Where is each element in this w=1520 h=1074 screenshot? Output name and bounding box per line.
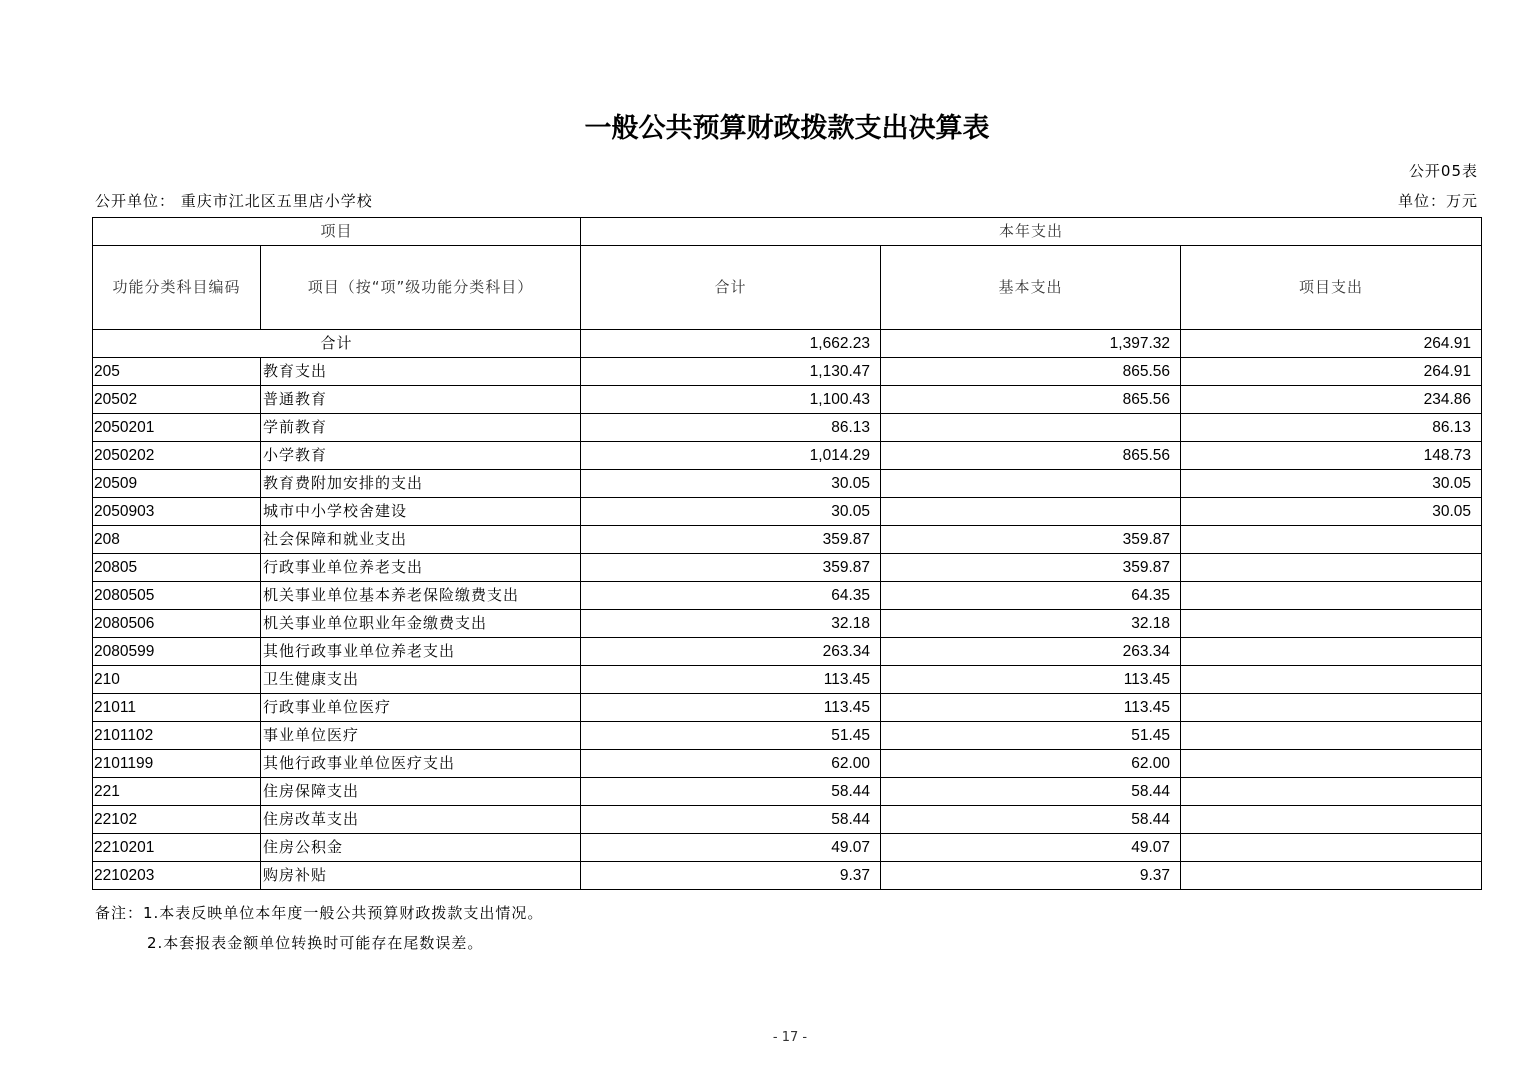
row-total: 30.05 [581, 498, 881, 526]
row-code: 210 [93, 666, 261, 694]
row-basic: 113.45 [881, 666, 1181, 694]
row-total: 113.45 [581, 666, 881, 694]
table-row [93, 638, 1482, 666]
row-basic: 359.87 [881, 554, 1181, 582]
note-line-2: 2.本套报表金额单位转换时可能存在尾数误差。 [147, 934, 484, 952]
row-basic: 865.56 [881, 386, 1181, 414]
row-total: 1,130.47 [581, 358, 881, 386]
table-row [93, 722, 1482, 750]
row-total: 1,014.29 [581, 442, 881, 470]
row-project [1181, 778, 1482, 806]
row-name: 普通教育 [261, 386, 581, 414]
unit-label: 公开单位： [95, 192, 176, 210]
row-project [1181, 666, 1482, 694]
total-label: 合计 [93, 330, 581, 358]
notes [95, 898, 543, 958]
table-row [93, 834, 1482, 862]
row-project: 234.86 [1181, 386, 1482, 414]
row-name: 事业单位医疗 [261, 722, 581, 750]
row-basic: 865.56 [881, 442, 1181, 470]
row-project [1181, 834, 1482, 862]
row-basic: 51.45 [881, 722, 1181, 750]
row-name: 行政事业单位医疗 [261, 694, 581, 722]
row-name: 城市中小学校舍建设 [261, 498, 581, 526]
row-code: 2080506 [93, 610, 261, 638]
table-row [93, 862, 1482, 890]
row-basic: 359.87 [881, 526, 1181, 554]
header-group-expenditure: 本年支出 [581, 218, 1482, 246]
row-total: 86.13 [581, 414, 881, 442]
total-total: 1,662.23 [581, 330, 881, 358]
row-name: 住房改革支出 [261, 806, 581, 834]
table-row [93, 386, 1482, 414]
row-basic [881, 414, 1181, 442]
row-name: 其他行政事业单位养老支出 [261, 638, 581, 666]
unit-info-row [95, 190, 1478, 211]
row-project [1181, 554, 1482, 582]
row-project [1181, 526, 1482, 554]
row-code: 2050903 [93, 498, 261, 526]
header-columns-row [93, 246, 1482, 330]
row-code: 2080599 [93, 638, 261, 666]
note-line-1: 备注：1.本表反映单位本年度一般公共预算财政拨款支出情况。 [95, 904, 544, 922]
row-project [1181, 750, 1482, 778]
row-total: 58.44 [581, 806, 881, 834]
row-project [1181, 694, 1482, 722]
unit-name: 重庆市江北区五里店小学校 [180, 192, 373, 210]
header-code: 功能分类科目编码 [93, 246, 261, 330]
row-basic: 113.45 [881, 694, 1181, 722]
table-row [93, 694, 1482, 722]
row-name: 教育支出 [261, 358, 581, 386]
table-row [93, 498, 1482, 526]
row-code: 2080505 [93, 582, 261, 610]
row-project: 264.91 [1181, 358, 1482, 386]
row-basic [881, 470, 1181, 498]
header-project: 项目支出 [1181, 246, 1482, 330]
row-basic: 865.56 [881, 358, 1181, 386]
row-total: 359.87 [581, 554, 881, 582]
total-basic: 1,397.32 [881, 330, 1181, 358]
row-total: 359.87 [581, 526, 881, 554]
row-total: 263.34 [581, 638, 881, 666]
row-name: 机关事业单位基本养老保险缴费支出 [261, 582, 581, 610]
row-basic: 49.07 [881, 834, 1181, 862]
row-basic: 64.35 [881, 582, 1181, 610]
row-total: 1,100.43 [581, 386, 881, 414]
row-code: 2101199 [93, 750, 261, 778]
row-basic: 62.00 [881, 750, 1181, 778]
total-row [93, 330, 1482, 358]
row-basic: 9.37 [881, 862, 1181, 890]
row-code: 22102 [93, 806, 261, 834]
table-row [93, 666, 1482, 694]
row-total: 30.05 [581, 470, 881, 498]
table-row [93, 442, 1482, 470]
row-basic: 58.44 [881, 778, 1181, 806]
form-number: 公开05表 [1408, 162, 1478, 180]
row-total: 64.35 [581, 582, 881, 610]
table-row [93, 470, 1482, 498]
table-row [93, 582, 1482, 610]
row-code: 2101102 [93, 722, 261, 750]
row-name: 行政事业单位养老支出 [261, 554, 581, 582]
row-total: 9.37 [581, 862, 881, 890]
row-project: 30.05 [1181, 498, 1482, 526]
row-project [1181, 722, 1482, 750]
row-name: 机关事业单位职业年金缴费支出 [261, 610, 581, 638]
expenditure-table [92, 217, 1482, 890]
table-row [93, 750, 1482, 778]
table-row [93, 610, 1482, 638]
table-row [93, 806, 1482, 834]
row-name: 学前教育 [261, 414, 581, 442]
row-code: 2210203 [93, 862, 261, 890]
row-name: 其他行政事业单位医疗支出 [261, 750, 581, 778]
row-total: 62.00 [581, 750, 881, 778]
row-basic: 263.34 [881, 638, 1181, 666]
row-code: 205 [93, 358, 261, 386]
header-group-row [93, 218, 1482, 246]
row-code: 2050201 [93, 414, 261, 442]
row-name: 卫生健康支出 [261, 666, 581, 694]
header-group-items: 项目 [93, 218, 581, 246]
row-code: 208 [93, 526, 261, 554]
row-project [1181, 582, 1482, 610]
row-code: 21011 [93, 694, 261, 722]
row-code: 221 [93, 778, 261, 806]
row-name: 社会保障和就业支出 [261, 526, 581, 554]
row-code: 2050202 [93, 442, 261, 470]
row-total: 49.07 [581, 834, 881, 862]
row-name: 住房公积金 [261, 834, 581, 862]
table-row [93, 778, 1482, 806]
row-project [1181, 862, 1482, 890]
page-title: 一般公共预算财政拨款支出决算表 [584, 113, 990, 144]
row-project [1181, 806, 1482, 834]
row-project: 148.73 [1181, 442, 1482, 470]
row-project: 86.13 [1181, 414, 1482, 442]
row-total: 113.45 [581, 694, 881, 722]
row-name: 购房补贴 [261, 862, 581, 890]
row-total: 32.18 [581, 610, 881, 638]
header-name: 项目（按“项”级功能分类科目） [261, 246, 581, 330]
row-total: 58.44 [581, 778, 881, 806]
row-project [1181, 610, 1482, 638]
row-basic [881, 498, 1181, 526]
table-row [93, 526, 1482, 554]
table-row [93, 554, 1482, 582]
row-code: 2210201 [93, 834, 261, 862]
table-row [93, 414, 1482, 442]
table-body [93, 330, 1482, 890]
row-code: 20502 [93, 386, 261, 414]
row-project: 30.05 [1181, 470, 1482, 498]
header-total: 合计 [581, 246, 881, 330]
row-name: 住房保障支出 [261, 778, 581, 806]
page-number: - 17 - [772, 1030, 808, 1045]
row-project [1181, 638, 1482, 666]
row-code: 20805 [93, 554, 261, 582]
row-code: 20509 [93, 470, 261, 498]
row-basic: 58.44 [881, 806, 1181, 834]
table-row [93, 358, 1482, 386]
row-name: 小学教育 [261, 442, 581, 470]
header-basic: 基本支出 [881, 246, 1181, 330]
row-name: 教育费附加安排的支出 [261, 470, 581, 498]
currency-unit: 单位：万元 [1397, 192, 1478, 210]
row-basic: 32.18 [881, 610, 1181, 638]
total-project: 264.91 [1181, 330, 1482, 358]
row-total: 51.45 [581, 722, 881, 750]
